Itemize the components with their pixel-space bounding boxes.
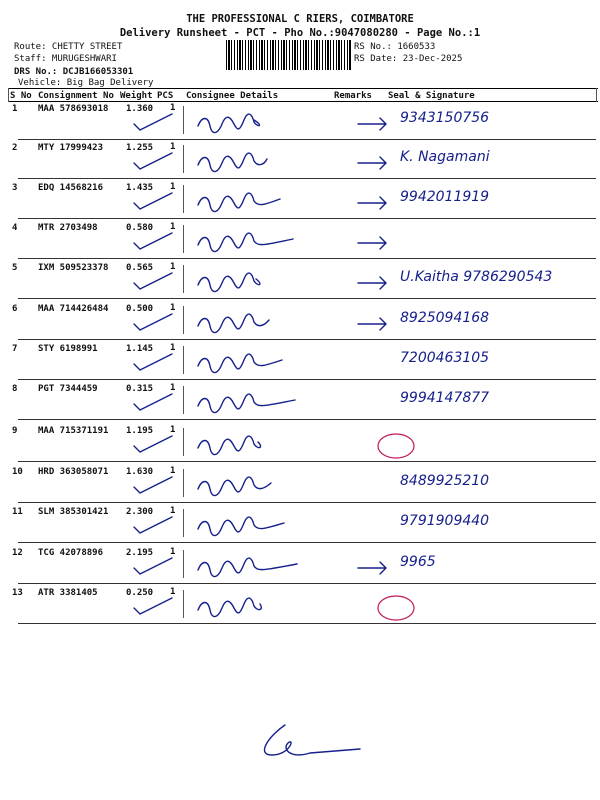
row-pcs: 1 <box>170 222 176 232</box>
row-pcs: 1 <box>170 182 176 192</box>
consignee-handwriting <box>196 312 326 338</box>
rs-date-label: RS Date: 23-Dec-2025 <box>354 54 463 64</box>
row-pcs: 1 <box>170 142 176 152</box>
row-pcs: 1 <box>170 383 176 393</box>
check-mark-icon <box>132 310 182 334</box>
row-divider <box>183 386 184 414</box>
row-weight: 1.195 <box>126 426 154 436</box>
col-seal: Seal & Signature <box>388 91 475 101</box>
row-divider <box>183 185 184 213</box>
barcode <box>226 40 352 70</box>
row-divider <box>183 509 184 537</box>
row-weight: 2.195 <box>126 548 154 558</box>
row-divider <box>183 346 184 374</box>
row-sno: 4 <box>12 223 18 233</box>
row-sno: 1 <box>12 104 18 114</box>
row-weight: 1.630 <box>126 467 154 477</box>
arrow-icon <box>356 233 396 253</box>
row-sno: 12 <box>12 548 23 558</box>
consignee-handwriting <box>196 596 326 622</box>
col-weight: Weight <box>120 91 153 101</box>
row-weight: 1.255 <box>126 143 154 153</box>
stamp-circle-icon <box>376 432 420 462</box>
row-consignment: IXM 509523378 <box>38 263 109 273</box>
row-consignment: EDQ 14568216 <box>38 183 104 193</box>
arrow-icon <box>356 193 396 213</box>
row-weight: 0.565 <box>126 263 154 273</box>
row-divider <box>183 428 184 456</box>
row-weight: 0.250 <box>126 588 154 598</box>
row-pcs: 1 <box>170 343 176 353</box>
check-mark-icon <box>132 432 182 456</box>
arrow-icon <box>356 114 396 134</box>
row-consignment: MAA 714426484 <box>38 304 109 314</box>
row-weight: 1.435 <box>126 183 154 193</box>
row-divider <box>183 469 184 497</box>
row-sno: 2 <box>12 143 18 153</box>
row-separator <box>18 623 596 624</box>
check-mark-icon <box>132 473 182 497</box>
row-separator <box>18 139 596 140</box>
seal-signature-text: 9343150756 <box>400 110 490 126</box>
row-sno: 10 <box>12 467 23 477</box>
row-weight: 1.145 <box>126 344 154 354</box>
row-sno: 9 <box>12 426 18 436</box>
row-divider <box>183 590 184 618</box>
seal-signature-text: 9791909440 <box>400 513 490 529</box>
row-separator <box>18 461 596 462</box>
check-mark-icon <box>132 513 182 537</box>
row-sno: 3 <box>12 183 18 193</box>
row-divider <box>183 306 184 334</box>
row-sno: 5 <box>12 263 18 273</box>
row-separator <box>18 419 596 420</box>
row-pcs: 1 <box>170 466 176 476</box>
consignee-handwriting <box>196 556 326 582</box>
consignee-handwriting <box>196 191 326 217</box>
seal-signature-text: 9994147877 <box>400 390 490 406</box>
consignee-handwriting <box>196 231 326 257</box>
consignee-handwriting <box>196 475 326 501</box>
row-consignment: TCG 42078896 <box>38 548 104 558</box>
staff-label: Staff: MURUGESHWARI <box>14 54 117 64</box>
row-separator <box>18 339 596 340</box>
row-sno: 7 <box>12 344 18 354</box>
consignee-handwriting <box>196 392 326 418</box>
row-pcs: 1 <box>170 262 176 272</box>
consignee-handwriting <box>196 352 326 378</box>
row-separator <box>18 258 596 259</box>
consignee-handwriting <box>196 434 326 460</box>
rs-no-label: RS No.: 1660533 <box>354 42 436 52</box>
row-consignment: MAA 578693018 <box>38 104 109 114</box>
row-divider <box>183 145 184 173</box>
row-weight: 2.300 <box>126 507 154 517</box>
row-consignment: STY 6198991 <box>38 344 98 354</box>
row-pcs: 1 <box>170 303 176 313</box>
row-pcs: 1 <box>170 506 176 516</box>
arrow-icon <box>356 558 396 578</box>
row-separator <box>18 178 596 179</box>
row-consignment: MTR 2703498 <box>38 223 98 233</box>
row-sno: 13 <box>12 588 23 598</box>
row-consignment: SLM 385301421 <box>38 507 109 517</box>
row-sno: 6 <box>12 304 18 314</box>
stamp-circle-icon <box>376 594 420 624</box>
row-sno: 11 <box>12 507 23 517</box>
check-mark-icon <box>132 229 182 253</box>
consignee-handwriting <box>196 151 326 177</box>
consignee-handwriting <box>196 271 326 297</box>
staff-signature <box>250 715 370 765</box>
col-pcs: PCS <box>157 91 174 101</box>
seal-signature-text: 9942011919 <box>400 189 490 205</box>
row-pcs: 1 <box>170 425 176 435</box>
seal-signature-text: K. Nagamani <box>400 149 490 165</box>
col-sno: S No <box>10 91 32 101</box>
check-mark-icon <box>132 554 182 578</box>
col-divider <box>8 88 9 102</box>
seal-signature-text: 8925094168 <box>400 310 490 326</box>
col-consignment: Consignment No <box>38 91 114 101</box>
arrow-icon <box>356 273 396 293</box>
check-mark-icon <box>132 350 182 374</box>
row-pcs: 1 <box>170 547 176 557</box>
arrow-icon <box>356 153 396 173</box>
row-divider <box>183 265 184 293</box>
row-separator <box>18 218 596 219</box>
arrow-icon <box>356 314 396 334</box>
seal-signature-text: 7200463105 <box>400 350 490 366</box>
check-mark-icon <box>132 110 182 134</box>
row-consignment: ATR 3381405 <box>38 588 98 598</box>
consignee-handwriting <box>196 515 326 541</box>
route-label: Route: CHETTY STREET <box>14 42 123 52</box>
row-consignment: HRD 363058071 <box>38 467 109 477</box>
row-separator <box>18 502 596 503</box>
row-consignment: PGT 7344459 <box>38 384 98 394</box>
row-weight: 0.580 <box>126 223 154 233</box>
row-weight: 0.500 <box>126 304 154 314</box>
seal-signature-text: U.Kaitha 9786290543 <box>400 269 553 285</box>
check-mark-icon <box>132 189 182 213</box>
row-separator <box>18 583 596 584</box>
col-consignee: Consignee Details <box>186 91 279 101</box>
seal-signature-text: 9965 <box>400 554 436 570</box>
col-divider <box>596 88 597 102</box>
vehicle-label: Vehicle: Big Bag Delivery <box>18 78 154 88</box>
row-pcs: 1 <box>170 103 176 113</box>
row-separator <box>18 298 596 299</box>
col-remarks: Remarks <box>334 91 372 101</box>
document-title: THE PROFESSIONAL C RIERS, COIMBATORE <box>186 13 414 25</box>
row-weight: 0.315 <box>126 384 154 394</box>
row-divider <box>183 106 184 134</box>
check-mark-icon <box>132 269 182 293</box>
row-pcs: 1 <box>170 587 176 597</box>
row-consignment: MAA 715371191 <box>38 426 109 436</box>
row-weight: 1.360 <box>126 104 154 114</box>
row-separator <box>18 542 596 543</box>
check-mark-icon <box>132 390 182 414</box>
consignee-handwriting <box>196 112 326 138</box>
row-divider <box>183 225 184 253</box>
check-mark-icon <box>132 594 182 618</box>
seal-signature-text: 8489925210 <box>400 473 490 489</box>
table-top-border <box>8 88 598 89</box>
drs-label: DRS No.: DCJB166053301 <box>14 67 134 77</box>
row-sno: 8 <box>12 384 18 394</box>
row-separator <box>18 379 596 380</box>
document-subtitle: Delivery Runsheet - PCT - Pho No.:9047080280 - Page No.:1 <box>119 27 481 39</box>
row-divider <box>183 550 184 578</box>
row-consignment: MTY 17999423 <box>38 143 104 153</box>
table-header-border <box>8 101 598 102</box>
check-mark-icon <box>132 149 182 173</box>
